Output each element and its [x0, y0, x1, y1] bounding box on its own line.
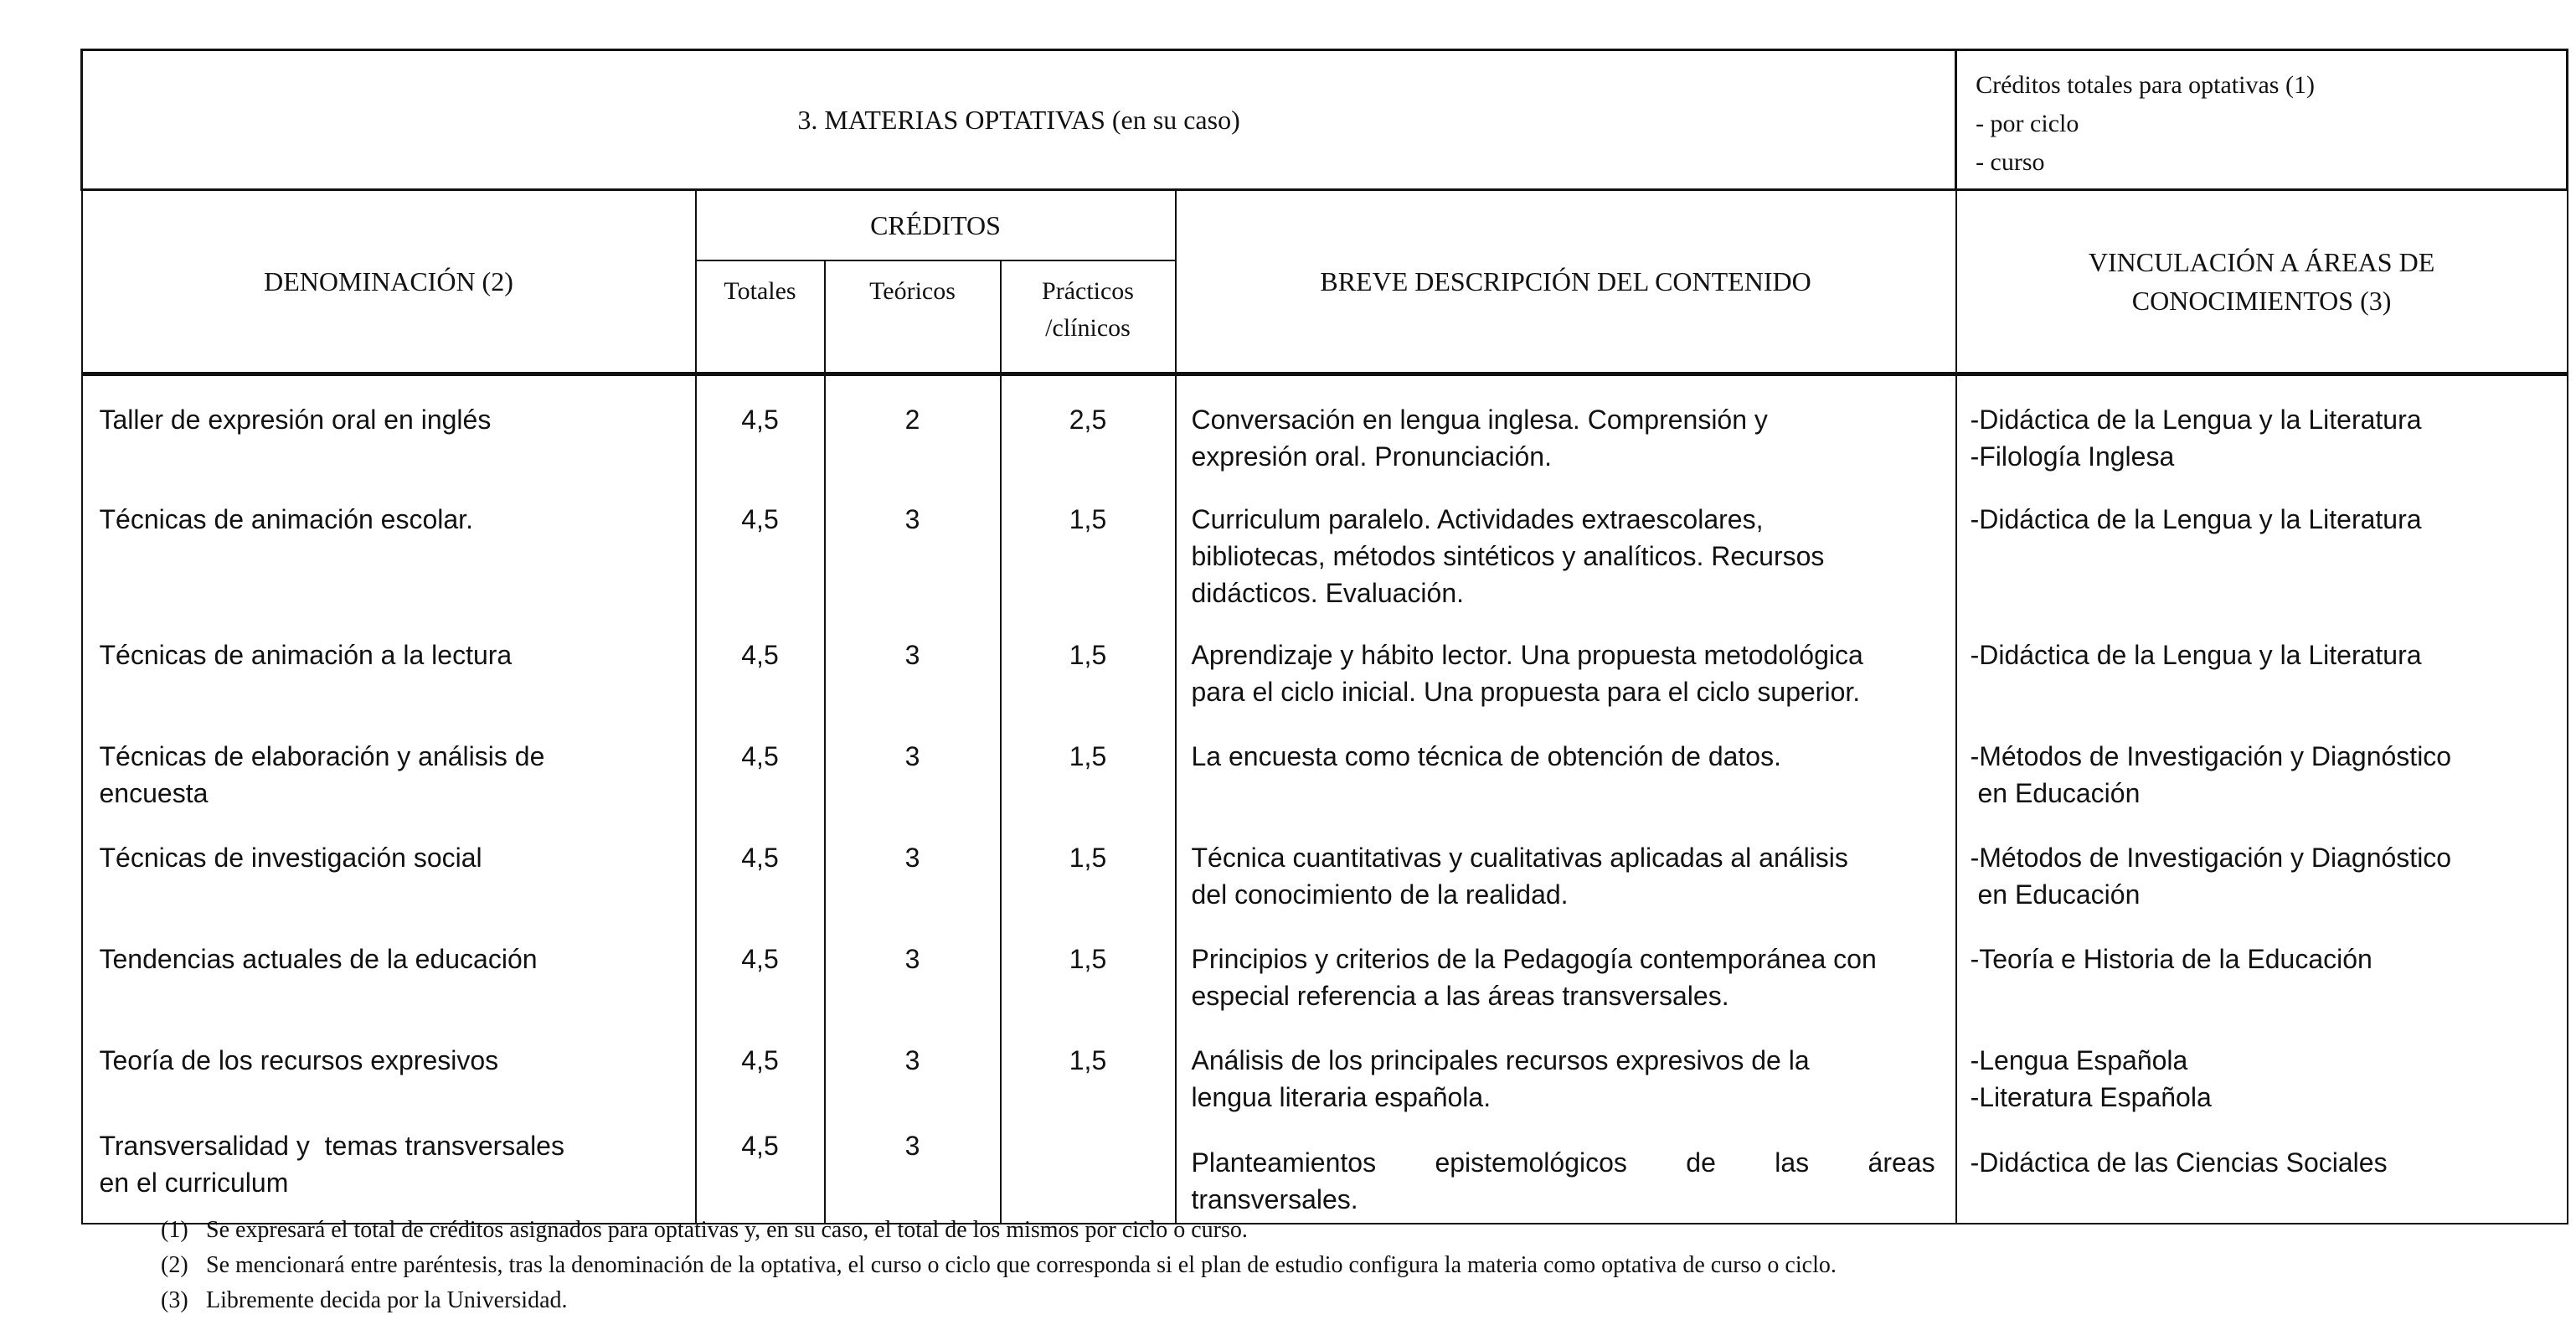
desc-line: lengua literaria española. — [1191, 1081, 1492, 1112]
row-practicos: 2,5 — [1001, 374, 1176, 476]
row-areas — [1956, 1017, 2568, 1116]
footnote — [161, 1283, 1837, 1318]
row-descripcion — [1176, 1017, 1956, 1116]
row-name-line: Técnicas de elaboración y análisis de — [99, 740, 545, 771]
row-areas — [1956, 915, 2568, 1017]
row-teoricos: 2 — [825, 374, 1001, 476]
table-row — [82, 374, 2568, 476]
row-name — [82, 713, 696, 814]
table-row — [82, 1017, 2568, 1116]
row-totales: 4,5 — [696, 814, 825, 915]
desc-line: didácticos. Evaluación. — [1191, 577, 1465, 608]
row-practicos — [1001, 1116, 1176, 1224]
row-descripcion — [1176, 611, 1956, 713]
row-name — [82, 1017, 696, 1116]
row-practicos: 1,5 — [1001, 1017, 1176, 1116]
row-practicos: 1,5 — [1001, 915, 1176, 1017]
row-name — [82, 374, 696, 476]
footnotes — [161, 1213, 1837, 1318]
row-areas — [1956, 814, 2568, 915]
row-totales: 4,5 — [696, 611, 825, 713]
row-teoricos: 3 — [825, 1017, 1001, 1116]
header-denominacion: DENOMINACIÓN (2) — [82, 190, 696, 374]
header-vinculacion — [1956, 190, 2568, 374]
row-name-line: en el curriculum — [99, 1167, 289, 1198]
row-areas — [1956, 476, 2568, 611]
table-row — [82, 915, 2568, 1017]
row-totales: 4,5 — [696, 1017, 825, 1116]
table-row — [82, 814, 2568, 915]
row-name — [82, 476, 696, 611]
row-practicos: 1,5 — [1001, 611, 1176, 713]
row-areas — [1956, 374, 2568, 476]
row-teoricos: 3 — [825, 611, 1001, 713]
row-areas — [1956, 611, 2568, 713]
area-line: -Didáctica de la Lengua y la Literatura — [1970, 405, 2422, 435]
footnote-text: Se expresará el total de créditos asignados para optativas y, en su caso, el total de los mismos por ciclo o curso. — [206, 1217, 1248, 1243]
header-vinculacion-line2: CONOCIMIENTOS (3) — [2131, 286, 2392, 316]
area-line: -Filología Inglesa — [1970, 441, 2175, 472]
row-practicos: 1,5 — [1001, 476, 1176, 611]
row-descripcion — [1176, 814, 1956, 915]
row-name-line: Teoría de los recursos expresivos — [99, 1044, 499, 1075]
row-descripcion — [1176, 476, 1956, 611]
area-line: -Métodos de Investigación y Diagnóstico — [1970, 740, 2452, 771]
footnote-number: (3) — [161, 1287, 188, 1313]
header-creditos: CRÉDITOS — [696, 190, 1176, 261]
table-row — [82, 476, 2568, 611]
row-descripcion — [1176, 1116, 1956, 1224]
desc-line: especial referencia a las áreas transversales. — [1191, 980, 1729, 1011]
table-row — [82, 611, 2568, 713]
area-line: en Educación — [1970, 777, 2141, 808]
row-name — [82, 1116, 696, 1224]
desc-line: para el ciclo inicial. Una propuesta para el ciclo superior. — [1191, 676, 1861, 707]
row-totales: 4,5 — [696, 476, 825, 611]
row-descripcion — [1176, 915, 1956, 1017]
row-totales: 4,5 — [696, 374, 825, 476]
area-line: en Educación — [1970, 879, 2141, 910]
desc-line: Curriculum paralelo. Actividades extraescolares, — [1191, 503, 1764, 534]
row-descripcion — [1176, 713, 1956, 814]
row-name-line: encuesta — [99, 777, 209, 808]
header-descripcion: BREVE DESCRIPCIÓN DEL CONTENIDO — [1176, 190, 1956, 374]
header-vinculacion-line1: VINCULACIÓN A ÁREAS DE — [2088, 247, 2435, 277]
row-areas — [1956, 1116, 2568, 1224]
header-totales: Totales — [696, 260, 825, 374]
row-teoricos: 3 — [825, 915, 1001, 1017]
area-line: -Literatura Española — [1970, 1081, 2212, 1112]
footnote — [161, 1213, 1837, 1248]
desc-line: del conocimiento de la realidad. — [1191, 879, 1569, 910]
row-teoricos: 3 — [825, 713, 1001, 814]
table-row — [82, 1116, 2568, 1224]
footnote-text: Libremente decida por la Universidad. — [206, 1287, 568, 1313]
desc-line: Principios y criterios de la Pedagogía contemporánea con — [1191, 943, 1877, 974]
header-row-1 — [82, 190, 2568, 261]
desc-line: Planteamientos epistemológicos de las áreas — [1191, 1147, 1935, 1178]
table-title: 3. MATERIAS OPTATIVAS (en su caso) — [82, 50, 1956, 190]
row-teoricos: 3 — [825, 814, 1001, 915]
row-totales: 4,5 — [696, 713, 825, 814]
row-name-line: Técnicas de animación a la lectura — [99, 639, 513, 670]
area-line: -Didáctica de las Ciencias Sociales — [1970, 1147, 2388, 1178]
row-practicos: 1,5 — [1001, 713, 1176, 814]
row-practicos: 1,5 — [1001, 814, 1176, 915]
row-totales: 4,5 — [696, 915, 825, 1017]
area-line: -Teoría e Historia de la Educación — [1970, 943, 2372, 974]
row-areas — [1956, 713, 2568, 814]
credit-totals-box — [1956, 50, 2568, 190]
row-name-line: Taller de expresión oral en inglés — [99, 405, 492, 435]
desc-line: transversales. — [1191, 1183, 1358, 1214]
row-name-line: Técnicas de animación escolar. — [99, 503, 473, 534]
row-descripcion — [1176, 374, 1956, 476]
row-name — [82, 915, 696, 1017]
area-line: -Lengua Española — [1970, 1044, 2188, 1075]
desc-line: La encuesta como técnica de obtención de datos. — [1191, 740, 1781, 771]
row-name — [82, 814, 696, 915]
desc-line: Análisis de los principales recursos expresivos de la — [1191, 1044, 1810, 1075]
header-teoricos: Teóricos — [825, 260, 1001, 374]
area-line: -Didáctica de la Lengua y la Literatura — [1970, 639, 2422, 670]
header-practicos — [1001, 260, 1176, 374]
header-practicos-line1: Prácticos — [1042, 277, 1134, 305]
row-name — [82, 611, 696, 713]
desc-line: expresión oral. Pronunciación. — [1191, 441, 1552, 472]
desc-line: Técnica cuantitativas y cualitativas aplicadas al análisis — [1191, 842, 1848, 873]
footnote-text: Se mencionará entre paréntesis, tras la denominación de la optativa, el curso o ciclo que corresponda si el plan de estudio configura la materia como optativa de curso o ciclo. — [206, 1252, 1837, 1278]
desc-line: bibliotecas, métodos sintéticos y analíticos. Recursos — [1191, 540, 1825, 571]
table-row — [82, 713, 2568, 814]
optativas-table — [80, 49, 2568, 1224]
desc-line: Conversación en lengua inglesa. Comprensión y — [1191, 405, 1768, 435]
row-teoricos: 3 — [825, 476, 1001, 611]
footnote — [161, 1248, 1837, 1283]
desc-line: Aprendizaje y hábito lector. Una propuesta metodológica — [1191, 639, 1863, 670]
row-totales: 4,5 — [696, 1116, 825, 1224]
row-name-line: Técnicas de investigación social — [99, 842, 482, 873]
area-line: -Didáctica de la Lengua y la Literatura — [1970, 503, 2422, 534]
row-teoricos: 3 — [825, 1116, 1001, 1224]
credit-totals-ciclo: - por ciclo — [1976, 110, 2079, 137]
footnote-number: (2) — [161, 1252, 188, 1278]
credit-totals-curso: - curso — [1976, 148, 2045, 176]
title-row — [82, 50, 2568, 190]
row-name-line: Tendencias actuales de la educación — [99, 943, 538, 974]
footnote-number: (1) — [161, 1217, 188, 1243]
header-practicos-line2: /clínicos — [1045, 314, 1131, 342]
credit-totals-label: Créditos totales para optativas (1) — [1976, 71, 2315, 99]
area-line: -Métodos de Investigación y Diagnóstico — [1970, 842, 2452, 873]
row-name-line: Transversalidad y temas transversales — [99, 1130, 564, 1161]
